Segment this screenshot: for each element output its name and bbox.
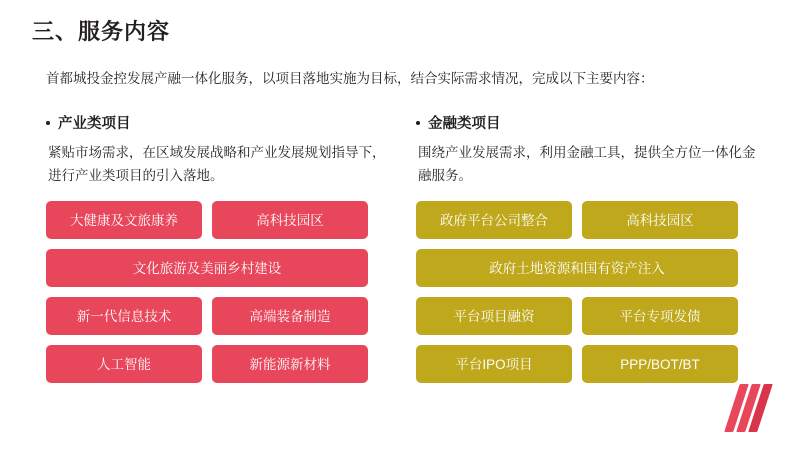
content-columns (46, 112, 758, 383)
page-title: 三、服务内容 (32, 19, 171, 44)
column-finance-heading (416, 112, 758, 133)
column-industry-heading (46, 112, 388, 133)
chip-item[interactable]: 高科技园区 (582, 201, 738, 239)
column-finance-description: 围绕产业发展需求，利用金融工具，提供全方位一体化金融服务。 (418, 145, 756, 183)
column-industry (46, 112, 388, 383)
chip-item[interactable]: 大健康及文旅康养 (46, 201, 202, 239)
column-finance-heading-label: 金融类项目 (428, 116, 501, 132)
chip-item[interactable]: 文化旅游及美丽乡村建设 (46, 249, 368, 287)
chip-item[interactable]: 平台专项发债 (582, 297, 738, 335)
chip-item[interactable]: 政府土地资源和国有资产注入 (416, 249, 738, 287)
chip-item[interactable]: 新能源新材料 (212, 345, 368, 383)
chip-item[interactable]: 人工智能 (46, 345, 202, 383)
bullet-icon (46, 121, 50, 125)
chip-item[interactable]: 高端装备制造 (212, 297, 368, 335)
chip-item[interactable]: 政府平台公司整合 (416, 201, 572, 239)
chip-item[interactable]: PPP/BOT/BT (582, 345, 738, 383)
chip-item[interactable]: 新一代信息技术 (46, 297, 202, 335)
chip-item[interactable]: 平台IPO项目 (416, 345, 572, 383)
brand-mark-icon (730, 384, 776, 432)
bullet-icon (416, 121, 420, 125)
column-industry-chip-list (46, 201, 388, 383)
column-finance-chip-list (416, 201, 758, 383)
chip-item[interactable]: 平台项目融资 (416, 297, 572, 335)
column-finance (416, 112, 758, 383)
column-industry-heading-label: 产业类项目 (58, 116, 131, 132)
intro-paragraph: 首都城投金控发展产融一体化服务，以项目落地实施为目标，结合实际需求情况，完成以下主要内容： (46, 71, 654, 86)
chip-item[interactable]: 高科技园区 (212, 201, 368, 239)
column-industry-description: 紧贴市场需求，在区域发展战略和产业发展规划指导下，进行产业类项目的引入落地。 (48, 145, 386, 183)
